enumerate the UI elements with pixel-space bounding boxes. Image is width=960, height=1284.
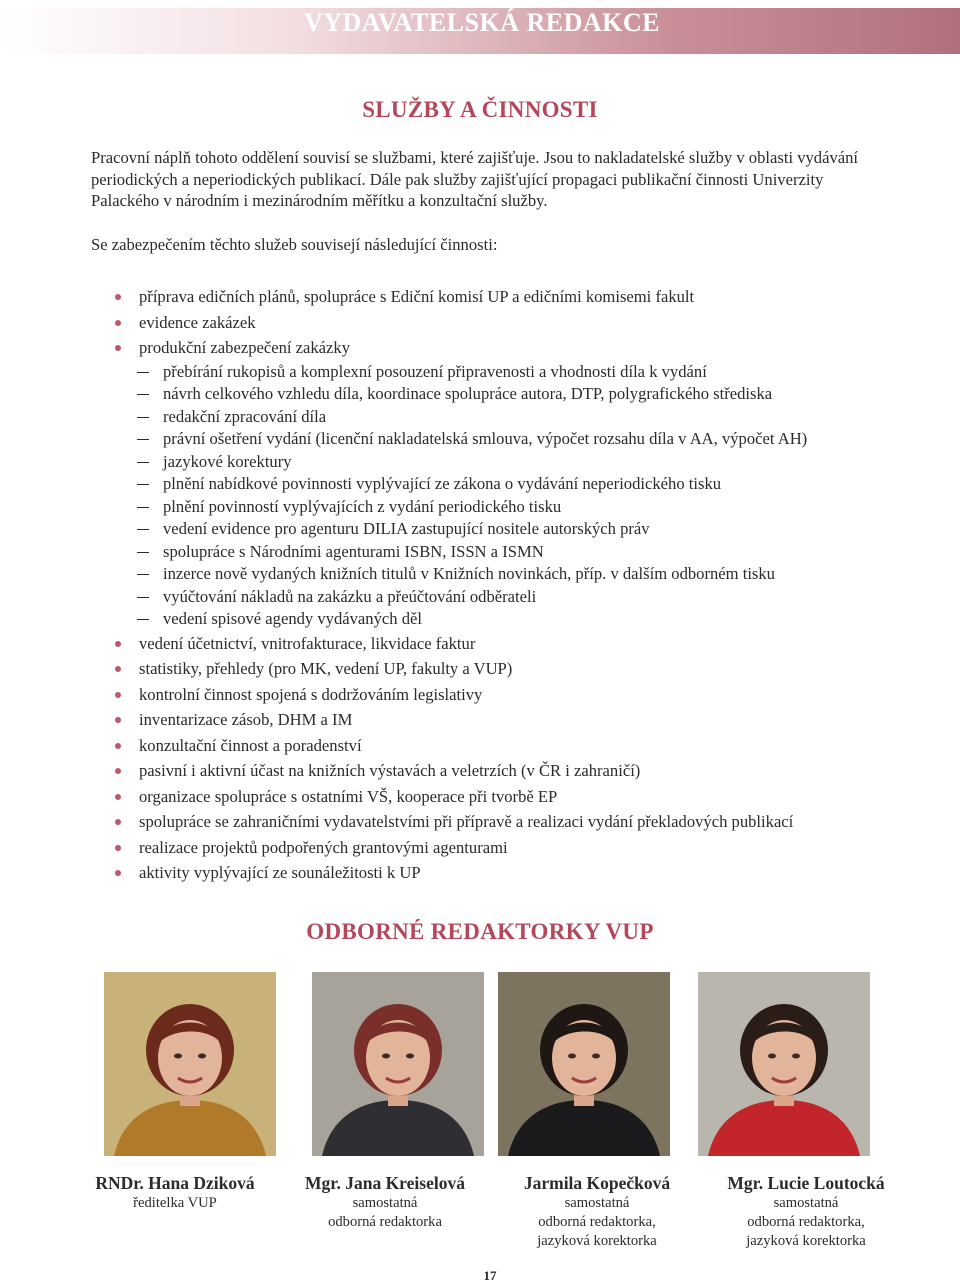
sub-list-item — [91, 496, 891, 519]
bullet-icon — [115, 717, 121, 723]
editor-name: Mgr. Lucie Loutocká — [727, 1173, 885, 1193]
list-item-text: organizace spolupráce s ostatními VŠ, kooperace při tvorbě EP — [139, 786, 558, 806]
list-item — [91, 835, 891, 861]
dash-icon — [137, 462, 149, 463]
sub-list-item — [91, 473, 891, 496]
list-item-text: plnění nabídkové povinnosti vyplývající ze zákona o vydávání neperiodického tisku — [163, 474, 722, 493]
editor-card — [701, 1172, 911, 1251]
bullet-icon — [115, 320, 121, 326]
bullet-icon — [115, 819, 121, 825]
dash-icon — [137, 529, 149, 530]
dash-icon — [137, 484, 149, 485]
activities-list — [91, 284, 891, 886]
bullet-icon — [115, 845, 121, 851]
list-item-text: inventarizace zásob, DHM a IM — [139, 710, 353, 729]
list-item-text: návrh celkového vzhledu díla, koordinace spolupráce autora, DTP, polygrafického střediska — [163, 384, 773, 403]
portrait-icon — [498, 972, 670, 1156]
dash-icon — [137, 619, 149, 620]
list-item — [91, 631, 891, 657]
list-item — [91, 682, 891, 708]
editor-name: Mgr. Jana Kreiselová — [305, 1173, 465, 1193]
sub-list-item — [91, 563, 891, 586]
portrait-photo — [312, 972, 484, 1156]
list-item-text: realizace projektů podpořených grantovými agenturami — [139, 837, 508, 857]
list-item — [91, 707, 891, 733]
dash-icon — [137, 507, 149, 508]
page-number: 17 — [483, 1268, 497, 1283]
sub-list-item — [91, 451, 891, 474]
list-item-text: inzerce nově vydaných knižních titulů v Knižních novinkách, příp. v dalším odborném tisku — [163, 564, 775, 583]
bullet-icon — [115, 641, 121, 647]
list-item-text: právní ošetření vydání (licenční nakladatelská smlouva, výpočet rozsahu díla v AA, výpočet AH) — [163, 429, 808, 448]
list-item — [91, 758, 891, 784]
list-item — [91, 860, 891, 886]
editor-name: RNDr. Hana Dziková — [95, 1173, 255, 1193]
bullet-icon — [115, 666, 121, 672]
editor-role: jazyková korektorka — [746, 1233, 866, 1249]
sub-list-item — [91, 541, 891, 564]
list-item — [91, 310, 891, 336]
editor-role: samostatná — [564, 1195, 630, 1211]
list-item-text: pasivní i aktivní účast na knižních výstavách a veletrzích (v ČR i zahraničí) — [139, 761, 641, 780]
list-item — [91, 733, 891, 759]
list-item — [91, 335, 891, 361]
list-item-text: příprava edičních plánů, spolupráce s Ediční komisí UP a edičními komisemi fakult — [139, 287, 695, 306]
list-item-text: jazykové korektury — [163, 451, 292, 471]
list-item — [91, 284, 891, 310]
editor-name: Jarmila Kopečková — [523, 1173, 671, 1193]
dash-icon — [137, 597, 149, 598]
portrait-icon — [104, 972, 276, 1156]
services-intro: Pracovní náplň tohoto oddělení souvisí se službami, které zajišťuje. Jsou to nakladatelské služby v oblasti vydávání periodických a neperiodických publikací. Dále pak služby zajišťující propagaci publikační činnosti Univerzity Palackého v národním i mezinárodním měřítku a konzultační služby. — [91, 148, 859, 210]
sub-list-item — [91, 518, 891, 541]
list-item-text: vedení spisové agendy vydávaných děl — [163, 609, 422, 628]
sub-list-item — [91, 586, 891, 609]
bullet-icon — [115, 294, 121, 300]
list-item-text: plnění povinností vyplývajících z vydání periodického tisku — [163, 496, 562, 516]
dash-icon — [137, 574, 149, 575]
bullet-icon — [115, 345, 121, 351]
editor-role: odborná redaktorka, — [747, 1214, 865, 1230]
bullet-icon — [115, 768, 121, 774]
services-lead: Se zabezpečením těchto služeb souvisejí následující činnosti: — [91, 235, 498, 254]
sub-list-item — [91, 428, 891, 451]
services-title: SLUŽBY A ČINNOSTI — [362, 97, 598, 122]
list-item-text: vyúčtování nákladů na zakázku a přeúčtování odběrateli — [163, 586, 537, 606]
list-item-text: vedení účetnictví, vnitrofakturace, likvidace faktur — [139, 633, 476, 653]
list-item — [91, 809, 891, 835]
sub-list-item — [91, 406, 891, 429]
list-item-text: vedení evidence pro agenturu DILIA zastupující nositele autorských práv — [163, 519, 650, 538]
bullet-icon — [115, 743, 121, 749]
dash-icon — [137, 552, 149, 553]
bullet-icon — [115, 794, 121, 800]
list-item-text: evidence zakázek — [139, 312, 256, 332]
dash-icon — [137, 439, 149, 440]
editor-role: jazyková korektorka — [537, 1233, 657, 1249]
sub-list-item — [91, 383, 891, 406]
list-item-text: aktivity vyplývající ze sounáležitosti k UP — [139, 863, 421, 882]
editors-title: ODBORNÉ REDAKTORKY VUP — [306, 919, 654, 944]
editor-card — [280, 1172, 490, 1232]
editor-role: samostatná — [352, 1195, 418, 1211]
sub-list-item — [91, 361, 891, 384]
editor-card — [492, 1172, 702, 1251]
portrait-photo — [698, 972, 870, 1156]
dash-icon — [137, 394, 149, 395]
dash-icon — [137, 417, 149, 418]
list-item-text: spolupráce s Národními agenturami ISBN, ISSN a ISMN — [163, 541, 544, 561]
list-item-text: kontrolní činnost spojená s dodržováním legislativy — [139, 684, 483, 704]
dash-icon — [137, 372, 149, 373]
list-item — [91, 656, 891, 682]
portrait-icon — [312, 972, 484, 1156]
bullet-icon — [115, 870, 121, 876]
portrait-photo — [498, 972, 670, 1156]
editor-role: samostatná — [773, 1195, 839, 1211]
list-item-text: spolupráce se zahraničními vydavatelstvími při přípravě a realizaci vydání překladových publikací — [139, 812, 794, 831]
list-item-text: produkční zabezpečení zakázky — [139, 338, 350, 357]
bullet-icon — [115, 692, 121, 698]
editor-card — [70, 1172, 280, 1213]
editor-role: ředitelka VUP — [133, 1195, 217, 1211]
editor-role: odborná redaktorka, — [538, 1214, 656, 1230]
list-item-text: redakční zpracování díla — [163, 406, 327, 426]
page-header-title: VYDAVATELSKÁ REDAKCE — [303, 8, 660, 37]
portrait-photo — [104, 972, 276, 1156]
list-item — [91, 784, 891, 810]
portrait-icon — [698, 972, 870, 1156]
sub-list-item — [91, 608, 891, 631]
list-item-text: přebírání rukopisů a komplexní posouzení připravenosti a vhodnosti díla k vydání — [163, 361, 707, 381]
editor-role: odborná redaktorka — [328, 1214, 442, 1230]
list-item-text: konzultační činnost a poradenství — [139, 735, 362, 755]
list-item-text: statistiky, přehledy (pro MK, vedení UP, fakulty a VUP) — [139, 659, 513, 678]
